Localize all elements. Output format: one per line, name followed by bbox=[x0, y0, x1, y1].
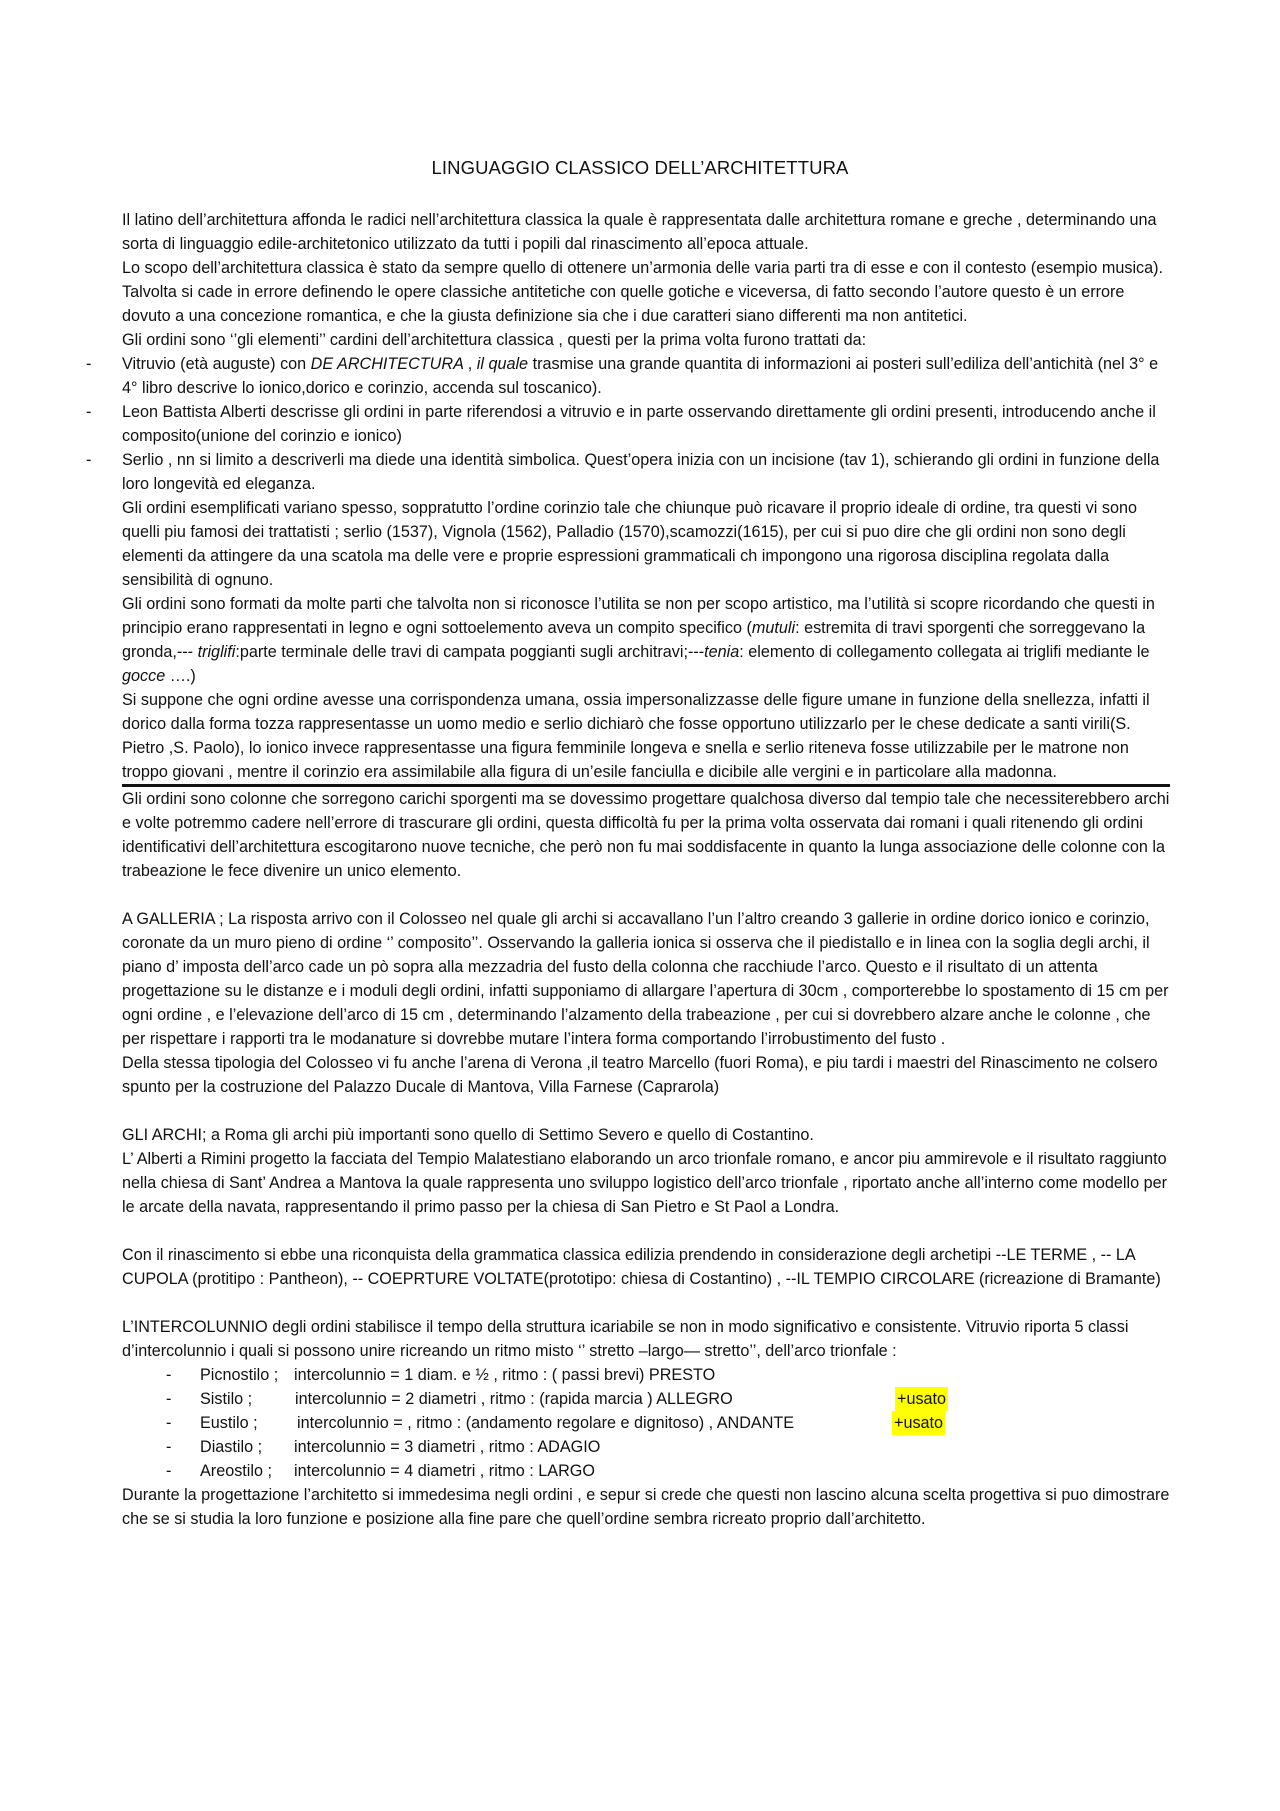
paragraph-esemplificati: Gli ordini esemplificati variano spesso, soppratutto l’ordine corinzio tale che chiunque può ricavare il proprio ideale di ordine, tra questi vi sono quelli piu famosi dei trattatisti ; serlio (1537), Vignola (1562), Palladio (1570),scamozzi(1615), per cui si puo dire che gli ordini non sono degli elementi da attingere da una scatola ma delle vere e proprie espressioni grammaticali ch impongono una rigorosa disciplina regolata dalla sensibilità di ognuno. bbox=[122, 499, 1137, 589]
paragraph-intro: Il latino dell’architettura affonda le radici nell’architettura classica la quale è rappresentata dalle architettura romane e greche , determinando una sorta di linguaggio edile-architetonico utilizzato da tutti i popili dal rinascimento all’epoca attuale. bbox=[122, 211, 1157, 253]
intercolumnia-list bbox=[122, 1363, 1170, 1483]
item-spec: intercolunnio = 2 diametri , ritmo : (rapida marcia ) ALLEGRO bbox=[295, 1390, 733, 1408]
item-spec: intercolunnio = 1 diam. e ½ , ritmo : ( passi brevi) PRESTO bbox=[294, 1366, 716, 1384]
list-item-serlio: - Serlio , nn si limito a descriverli ma diede una identità simbolica. Quest’opera inizia con un incisione (tav 1), schierando gli ordini in funzione della loro longevità ed eleganza. bbox=[122, 448, 1170, 496]
item-name: Picnostilo ; bbox=[200, 1366, 279, 1384]
paragraph-rinascimento: Con il rinascimento si ebbe una riconquista della grammatica classica edilizia prendendo in considerazione degli archetipi --LE TERME , -- LA CUPOLA (protitipo : Pantheon), -- COEPRTURE VOLTATE(prototipo: chiesa di Costantino) , --IL TEMPIO CIRCOLARE (ricreazione di Bramante) bbox=[122, 1246, 1161, 1288]
list-item-alberti: - Leon Battista Alberti descrisse gli ordini in parte riferendosi a vitruvio e in parte osservando direttamente gli ordini presenti, introducendo anche il composito(unione del corinzio e ionico) bbox=[122, 400, 1170, 448]
document-body bbox=[86, 208, 1170, 1531]
item-name: Eustilo ; bbox=[200, 1414, 258, 1432]
bullet-dash: - bbox=[166, 1390, 172, 1408]
bullet-dash: - bbox=[166, 1366, 172, 1384]
paragraph-archi: GLI ARCHI; a Roma gli archi più importanti sono quello di Settimo Severo e quello di Costantino. bbox=[122, 1126, 814, 1144]
bullet-dash: - bbox=[166, 1414, 172, 1432]
item-name: Diastilo ; bbox=[200, 1438, 263, 1456]
highlight-usato: +usato bbox=[892, 1411, 945, 1435]
list-item-picnostilo bbox=[122, 1363, 1170, 1387]
bullet-dash: - bbox=[86, 403, 92, 421]
paragraph-ordini-intro: Gli ordini sono ‘’gli elementi’’ cardini dell’architettura classica , questi per la prima volta furono trattati da: bbox=[122, 331, 867, 349]
paragraph-colonne: Gli ordini sono colonne che sorregono carichi sporgenti ma se dovessimo progettare qualchosa diverso dal tempio tale che necessiterebbero archi e volte potremmo cadere nell’errore di trascurare gli ordini, questa difficoltà fu per la prima volta osservata dai romani i quali ritenendo gli ordini identificativi dell’architettura escogitarono nuove tecniche, che però non fu mai soddisfacente in quanto la lunga associazione delle colonne con la trabeazione le fece divenire un unico elemento. bbox=[122, 790, 1170, 880]
item-spec: intercolunnio = 4 diametri , ritmo : LARGO bbox=[294, 1462, 595, 1480]
paragraph-intercolunnio: L’INTERCOLUNNIO degli ordini stabilisce il tempo della struttura icariabile se non in modo significativo e consistente. Vitruvio riporta 5 classi d’intercolunnio i quali si possono unire ricreando un ritmo misto ‘’ stretto –largo— stretto’’, dell’arco trionfale : bbox=[122, 1318, 1129, 1360]
paragraph-parti: Gli ordini sono formati da molte parti che talvolta non si riconosce l’utilita se non per scopo artistico, ma l’utilità si scopre ricordando che questi in principio erano rappresentati in legno e ogni sottoelemento aveva un compito specifico (mutuli: estremita di travi sporgenti che sorreggevano la gronda,--- triglifi:parte terminale delle travi di campata poggianti sugli architravi;---tenia: elemento di collegamento collegata ai triglifi mediante le gocce ….) bbox=[122, 595, 1155, 685]
list-item-eustilo bbox=[122, 1411, 1170, 1435]
page-title: LINGUAGGIO CLASSICO DELL’ARCHITETTURA bbox=[431, 157, 849, 178]
bullet-dash: - bbox=[86, 355, 92, 373]
bullet-dash: - bbox=[166, 1438, 172, 1456]
bullet-dash: - bbox=[166, 1462, 172, 1480]
list-item-diastilo bbox=[122, 1435, 1170, 1459]
item-name: Areostilo ; bbox=[200, 1462, 272, 1480]
bullet-dash: - bbox=[86, 451, 92, 469]
paragraph-galleria: A GALLERIA ; La risposta arrivo con il Colosseo nel quale gli archi si accavallano l’un l’altro creando 3 gallerie in ordine dorico ionico e corinzio, coronate da un muro pieno di ordine ‘’ composito’’. Osservando la galleria ionica si osserva che il piedistallo e in linea con la soglia degli archi, il piano d’ imposta dell’arco cade un pò sopra alla mezzadria del fusto della colonna che racchiude l’arco. Questo e il risultato di un attenta progettazione su le distanze e i moduli degli ordini, infatti supponiamo di allargare l’apertura di 30cm , comporterebbe lo spostamento di 15 cm per ogni ordine , e l’elevazione dell’arco di 15 cm , determinando l’alzamento della trabeazione , per cui si dovrebbero alzare anche le colonne , che per rispettare i rapporti tra le modanature si dovrebbe mutare l’intera forma comportando l’irrobustimento del fusto . bbox=[122, 910, 1169, 1048]
paragraph-corrispondenza-umana: Si suppone che ogni ordine avesse una corrispondenza umana, ossia impersonalizzasse delle figure umane in funzione della snellezza, infatti il dorico dalla forma tozza rappresentasse un uomo medio e serlio dichiarò che fosse opportuno utilizzarlo per le chese dedicate a santi virili(S. Pietro ,S. Paolo), lo ionico invece rappresentasse una figura femminile longeva e snella e serlio riteneva fosse utilizzabile per le matrone non troppo giovani , mentre il corinzio era assimilabile alla figura di un’esile fanciulla e dicibile alle vergini e in particolare alla madonna. bbox=[122, 688, 1170, 787]
list-item-vitruvio: - Vitruvio (età auguste) con DE ARCHITECTURA , il quale trasmise una grande quantita di informazioni ai posteri sull’ediliza dell’antichità (nel 3° e 4° libro descrive lo ionico,dorico e corinzio, accenda sul toscanico). bbox=[122, 352, 1170, 400]
paragraph-alberti-rimini: L’ Alberti a Rimini progetto la facciata del Tempio Malatestiano elaborando un arco trionfale romano, e ancor piu ammirevole e il risultato raggiunto nella chiesa di Sant’ Andrea a Mantova la quale rappresenta uno sviluppo logistico dell’arco trionfale , riportato anche all’interno come modello per le arcate della navata, rappresentando il primo passo per la chiesa di San Pietro e St Paol a Londra. bbox=[122, 1150, 1168, 1216]
item-spec: intercolunnio = , ritmo : (andamento regolare e dignitoso) , ANDANTE bbox=[297, 1414, 795, 1432]
item-spec: intercolunnio = 3 diametri , ritmo : ADAGIO bbox=[294, 1438, 601, 1456]
paragraph-colosseo: Della stessa tipologia del Colosseo vi fu anche l’arena di Verona ,il teatro Marcello (fuori Roma), e piu tardi i maestri del Rinascimento ne colsero spunto per la costruzione del Palazzo Ducale di Mantova, Villa Farnese (Caprarola) bbox=[122, 1054, 1158, 1096]
list-item-sistilo bbox=[122, 1387, 1170, 1411]
highlight-usato: +usato bbox=[895, 1387, 948, 1411]
paragraph-scopo: Lo scopo dell’architettura classica è stato da sempre quello di ottenere un’armonia delle varia parti tra di esse e con il contesto (esempio musica). Talvolta si cade in errore definendo le opere classiche antitetiche con quelle gotiche e viceversa, di fatto secondo l’autore questo è un errore dovuto a una concezione romantica, e che la giusta definizione sia che i due caratteri siano differenti ma non antitetici. bbox=[122, 259, 1164, 325]
paragraph-conclusione: Durante la progettazione l’architetto si immedesima negli ordini , e sepur si crede che questi non lascino alcuna scelta progettiva si puo dimostrare che se si studia la loro funzione e posizione alla fine pare che quell’ordine sembra ricreato proprio dall’architetto. bbox=[122, 1486, 1170, 1528]
list-item-areostilo bbox=[122, 1459, 1170, 1483]
item-name: Sistilo ; bbox=[200, 1390, 253, 1408]
